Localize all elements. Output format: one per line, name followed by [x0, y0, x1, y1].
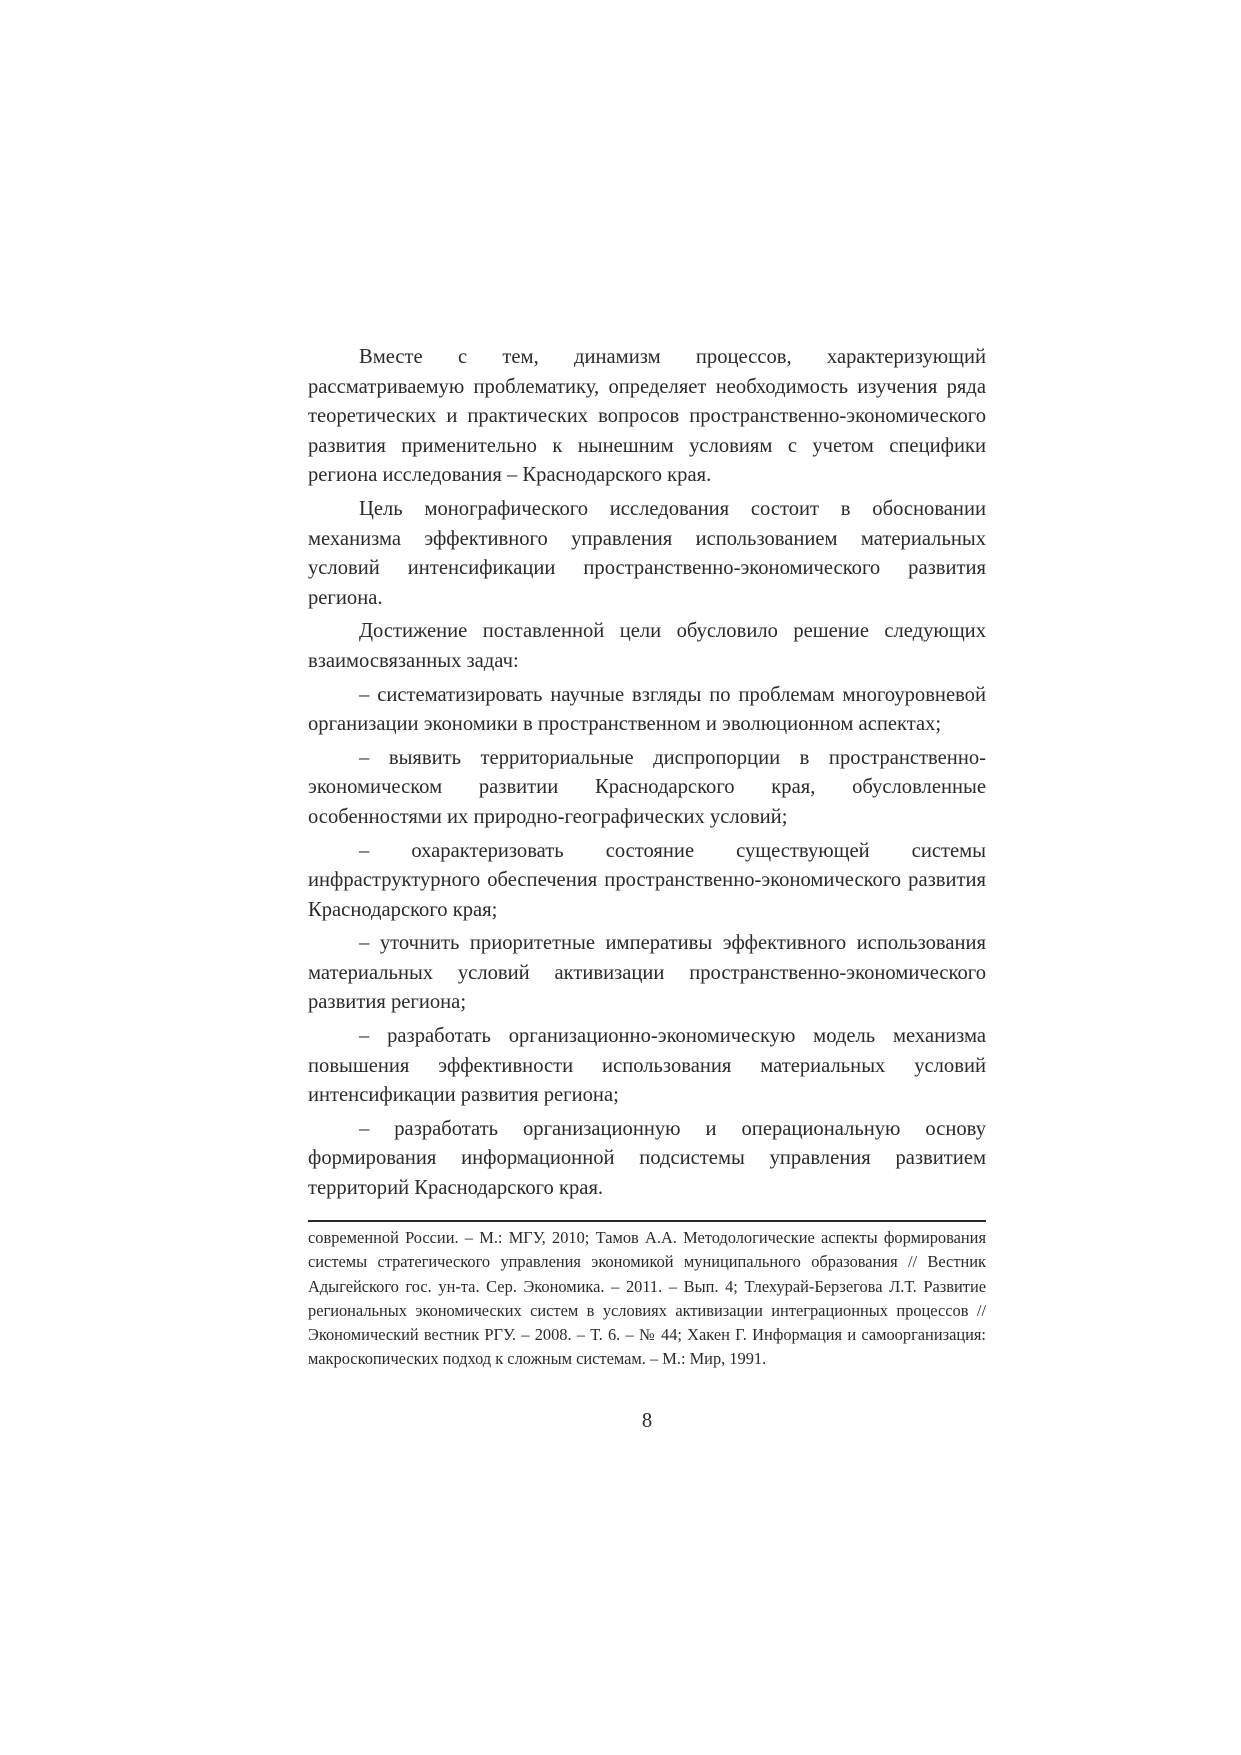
task-item-6: – разработать организационную и операциональную основу формирования информационной подсистемы управления развитием территорий Краснодарского края.: [308, 1117, 986, 1200]
page-number: 8: [641, 1410, 653, 1432]
task-item-5: – разработать организационно-экономическую модель механизма повышения эффективности использования материальных условий интенсификации развития региона;: [308, 1025, 986, 1107]
task-item-3: – охарактеризовать состояние существующей системы инфраструктурного обеспечения пространственно-экономического развития Краснодарского края;: [308, 839, 986, 921]
footnote-text: современной России. – М.: МГУ, 2010; Тамов А.А. Методологические аспекты формирования системы стратегического управления экономикой муниципального образования // Вестник Адыгейского гос. ун-та. Сер. Экономика. – 2011. – Вып. 4; Тлехурай-Берзегова Л.Т. Развитие региональных экономических систем в условиях активизации интеграционных процессов // Экономический вестник РГУ. – 2008. – Т. 6. – № 44; Хакен Г. Информация и самоорганизация: макроскопических подход к сложным системам. – М.: Мир, 1991.: [308, 1228, 986, 1369]
footnote-divider: [308, 1220, 986, 1222]
task-item-1: – систематизировать научные взгляды по проблемам многоуровневой организации экономики в пространственном и эволюционном аспектах;: [308, 683, 986, 736]
task-item-4: – уточнить приоритетные императивы эффективного использования материальных условий активизации пространственно-экономического развития региона;: [308, 932, 986, 1014]
main-text: [308, 343, 986, 1208]
paragraph-goal: Цель монографического исследования состоит в обосновании механизма эффективного управления использованием материальных условий интенсификации пространственно-экономического развития региона.: [308, 497, 986, 609]
paragraph-intro: Вместе с тем, динамизм процессов, характеризующий рассматриваемую проблематику, определяет необходимость изучения ряда теоретических и практических вопросов пространственно-экономического развития применительно к нынешним условиям с учетом специфики региона исследования – Краснодарского края.: [308, 346, 986, 487]
task-item-2: – выявить территориальные диспропорции в пространственно-экономическом развитии Краснодарского края, обусловленные особенностями их природно-географических условий;: [308, 746, 986, 828]
paragraph-tasks-lead: Достижение поставленной цели обусловило решение следующих взаимосвязанных задач:: [308, 620, 986, 672]
